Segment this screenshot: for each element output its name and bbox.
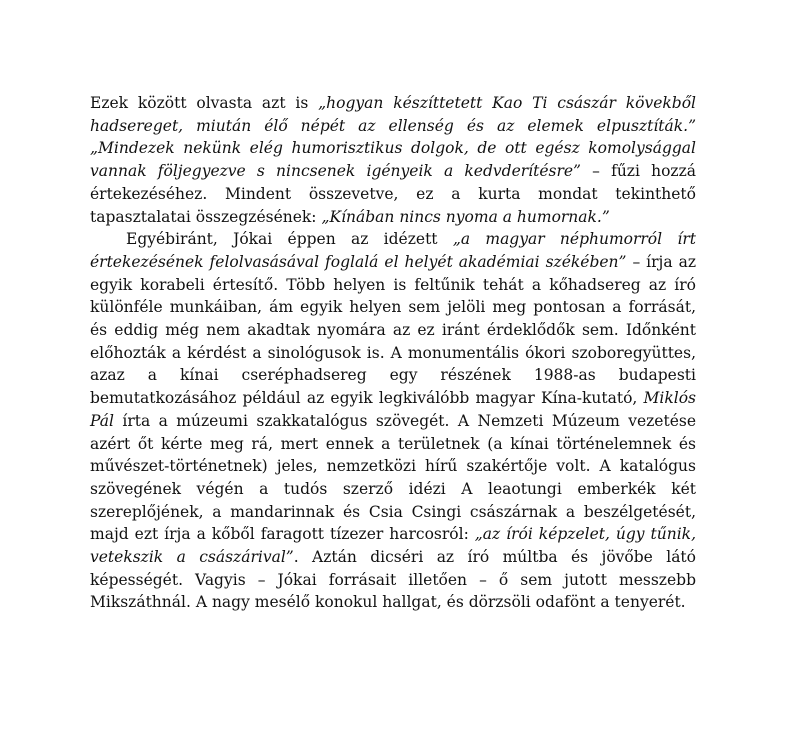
paragraph-1 xyxy=(90,92,696,228)
paragraph-2 xyxy=(90,228,696,614)
paragraph-2-text-3: írta a múzeumi szakkatalógus szövegét. A Nemzeti Múzeum vezetése azért őt kérte meg rá, mert ennek a területnek (a kínai történelemnek és művészet-történetnek) jeles, nemzetközi hírű szakértője volt. A katalógus szövegének végén a tudós szerző idézi A leaotungi emberkék két szereplőjének, a mandarinnak és Csia Csingi császárnak a beszélgetését, majd ezt írja a kőből faragott tízezer harcosról: xyxy=(90,411,696,544)
paragraph-2-author-name: Miklós Pál xyxy=(90,389,696,430)
paragraph-2-text: Egyébiránt, Jókai éppen az idézett xyxy=(126,230,453,249)
document-page xyxy=(90,92,696,614)
paragraph-2-quote-1: „a magyar néphumorról írt értekezésének felolvasásával foglalá el helyét akadémiai székében” xyxy=(90,230,696,271)
paragraph-1-text: Ezek között olvasta azt is xyxy=(90,94,319,112)
paragraph-1-quote-2: „Kínában nincs nyoma a humornak.” xyxy=(321,207,610,226)
paragraph-2-quote-2: „az írói képzelet, úgy tűnik, vetekszik a császárival” xyxy=(90,525,697,567)
paragraph-1-quote-1: „hogyan készíttetett Kao Ti császár kövekből hadsereget, miután élő népét az ellenség és az elemek elpusztíták.” „Mindezek nekünk elég humorisztikus dolgok, de ott egész komolysággal vannak följegyezve s nincsenek igényeik a kedvderítésre” xyxy=(90,94,696,181)
paragraph-1-text-2: – fűzi hozzá értekezéséhez. Mindent összevetve, ez a kurta mondat tekinthető tapasztalatai összegzésének: xyxy=(90,162,697,226)
paragraph-2-text-4: . Aztán dicséri az író múltba és jövőbe látó képességét. Vagyis – Jókai forrásait illetően – ő sem jutott messzebb Mikszáthnál. A nagy mesélő konokul hallgat, és dörzsöli odafönt a tenyerét. xyxy=(90,548,696,612)
paragraph-2-text-2: – írja az egyik korabeli értesítő. Több helyen is feltűnik tehát a kőhadsereg az író különféle munkáiban, ám egyik helyen sem jelöli meg pontosan a forrását, és eddig még nem akadtak nyomára az ez iránt érdeklődők sem. Időnként előhozták a kérdést a sinológusok is. A monumentális ókori szoboregyüttes, azaz a kínai cseréphadsereg egy részének 1988-as budapesti bemutatkozásához például az egyik legkiválóbb magyar Kína-kutató, xyxy=(90,252,696,408)
